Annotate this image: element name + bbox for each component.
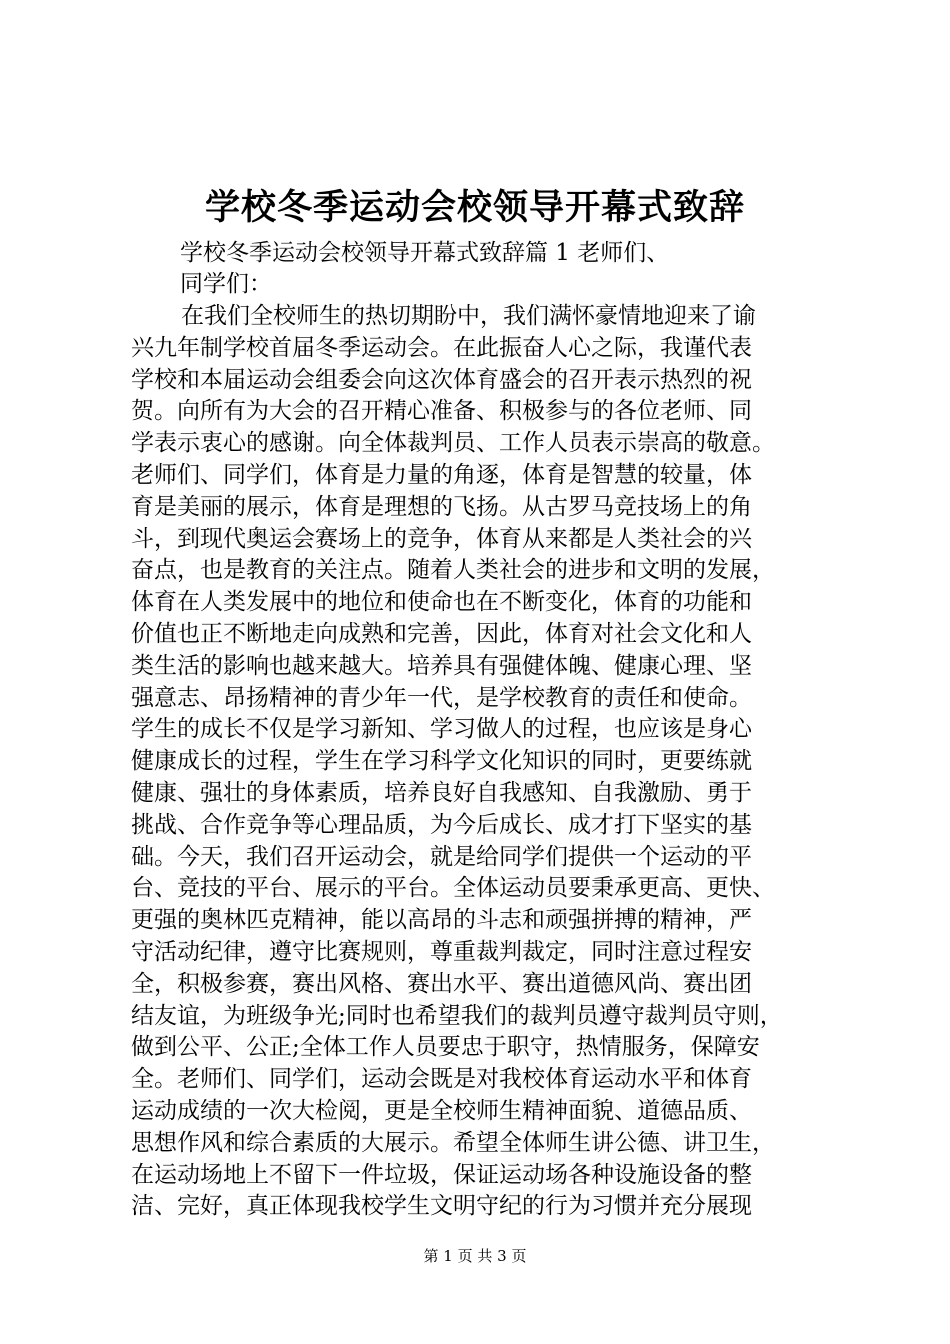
paragraph-line: 守活动纪律，遵守比赛规则，尊重裁判裁定，同时注意过程安	[131, 938, 752, 965]
paragraph-line: 价值也正不断地走向成熟和完善，因此，体育对社会文化和人	[131, 620, 752, 647]
intro-line: 学校冬季运动会校领导开幕式致辞篇 1 老师们、	[180, 240, 670, 266]
paragraph-line: 健康、强壮的身体素质，培养良好自我感知、自我激励、勇于	[131, 779, 752, 806]
paragraph-line: 洁、完好，真正体现我校学生文明守纪的行为习惯并充分展现	[131, 1193, 752, 1220]
paragraph-line: 全，积极参赛，赛出风格、赛出水平、赛出道德风尚、赛出团	[131, 970, 752, 997]
paragraph-line: 在运动场地上不留下一件垃圾，保证运动场各种设施设备的整	[131, 1161, 752, 1188]
paragraph-line: 台、竞技的平台、展示的平台。全体运动员要秉承更高、更快、	[131, 875, 775, 902]
paragraph-line: 兴九年制学校首届冬季运动会。在此振奋人心之际，我谨代表	[131, 334, 752, 361]
paragraph-line: 类生活的影响也越来越大。培养具有强健体魄、健康心理、坚	[131, 652, 752, 679]
paragraph-line: 做到公平、公正;全体工作人员要忠于职守，热情服务，保障安	[131, 1034, 760, 1061]
paragraph-line: 老师们、同学们，体育是力量的角逐，体育是智慧的较量，体	[131, 461, 752, 488]
paragraph-line: 育是美丽的展示，体育是理想的飞扬。从古罗马竞技场上的角	[131, 493, 752, 520]
paragraph-line: 全。老师们、同学们，运动会既是对我校体育运动水平和体育	[131, 1066, 752, 1093]
paragraph-line: 健康成长的过程，学生在学习科学文化知识的同时，更要练就	[131, 748, 752, 775]
body-text	[131, 301, 851, 1223]
intro-block	[180, 238, 740, 300]
paragraph-line: 强意志、昂扬精神的青少年一代，是学校教育的责任和使命。	[131, 684, 752, 711]
paragraph-line: 结友谊，为班级争光;同时也希望我们的裁判员遵守裁判员守则，	[131, 1002, 783, 1029]
paragraph-line: 斗，到现代奥运会赛场上的竞争，体育从来都是人类社会的兴	[131, 525, 752, 552]
paragraph-line: 础。今天，我们召开运动会，就是给同学们提供一个运动的平	[131, 843, 752, 870]
paragraph-line: 思想作风和综合素质的大展示。希望全体师生讲公德、讲卫生，	[131, 1129, 775, 1156]
paragraph-line: 体育在人类发展中的地位和使命也在不断变化，体育的功能和	[131, 589, 752, 616]
paragraph-line: 奋点，也是教育的关注点。随着人类社会的进步和文明的发展，	[131, 557, 775, 584]
paragraph-line: 学生的成长不仅是学习新知、学习做人的过程，也应该是身心	[131, 716, 752, 743]
paragraph-line: 挑战、合作竞争等心理品质，为今后成长、成才打下坚实的基	[131, 811, 752, 838]
intro-line: 同学们：	[180, 271, 272, 297]
document-title: 学校冬季运动会校领导开幕式致辞	[204, 187, 745, 228]
paragraph-line: 在我们全校师生的热切期盼中，我们满怀豪情地迎来了谕	[181, 303, 756, 329]
page-footer: 第 1 页 共 3 页	[423, 1247, 527, 1265]
paragraph-line: 更强的奥林匹克精神，能以高昂的斗志和顽强拼搏的精神，严	[131, 907, 752, 934]
paragraph-line: 贺。向所有为大会的召开精心准备、积极参与的各位老师、同	[131, 398, 752, 425]
paragraph-line: 运动成绩的一次大检阅，更是全校师生精神面貌、道德品质、	[131, 1097, 752, 1124]
paragraph-line: 学校和本届运动会组委会向这次体育盛会的召开表示热烈的祝	[131, 366, 752, 393]
paragraph-line: 学表示衷心的感谢。向全体裁判员、工作人员表示崇高的敬意。	[131, 430, 775, 457]
